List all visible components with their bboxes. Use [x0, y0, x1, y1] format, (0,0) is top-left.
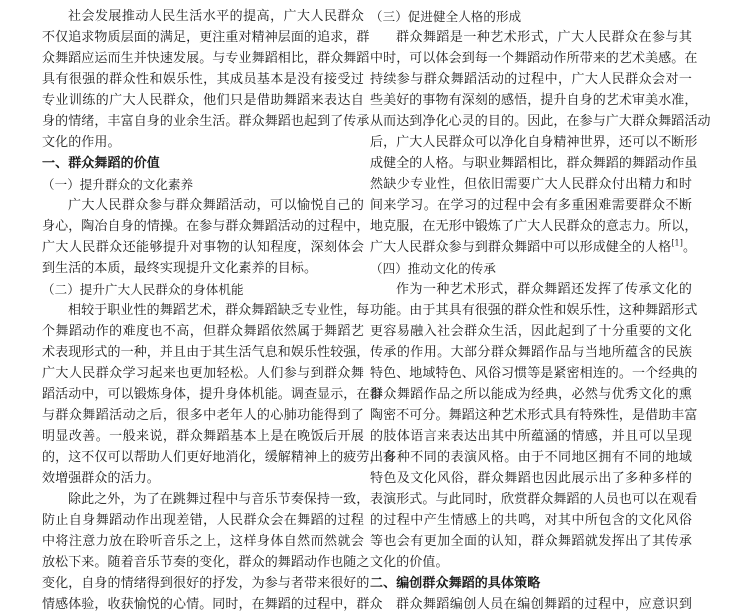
- body-line: 专业训练的广大人民群众，他们只是借助舞蹈来表达自: [42, 93, 364, 108]
- body-line: 广大人民群众还能够提升对事物的认知程度，深刻体会: [42, 240, 364, 255]
- body-line: 特色及文化风俗，群众舞蹈也因此展示出了多种多样的: [370, 471, 692, 486]
- body-line: 众舞蹈应运而生并快速发展。与专业舞蹈相比，群众舞蹈: [42, 51, 370, 66]
- body-line: 防止自身舞蹈动作出现差错，人民群众会在舞蹈的过程: [42, 513, 364, 528]
- body-line: 与群众舞蹈活动之后，很多中老年人的心肺功能得到了: [42, 408, 364, 423]
- body-line: 更容易融入社会群众生活，因此起到了十分重要的文化: [370, 324, 692, 339]
- body-line: 陶密不可分。舞蹈这种艺术形式具有特殊性，是借助丰富: [370, 408, 698, 423]
- body-line: 传承的作用。大部分群众舞蹈作品与当地所蕴含的民族: [370, 345, 692, 360]
- body-line: 地克服，在无形中锻炼了广大人民群众的意志力。所以，: [370, 219, 698, 234]
- body-line: 功能。由于其具有很强的群众性和娱乐性，这种舞蹈形式: [370, 303, 698, 318]
- body-line: 蹈活动中，可以锻炼身体，提升身体机能。调查显示，在参: [42, 387, 383, 402]
- body-line: 等也会有更加全面的认知，群众舞蹈就发挥出了其传承: [370, 534, 692, 549]
- body-line: 广大人民群众参与群众舞蹈活动，可以愉悦自己的: [68, 198, 364, 213]
- body-line: 身的情绪，丰富自身的业余生活。群众舞蹈也起到了传承: [42, 114, 370, 129]
- body-line: 的肢体语言来表达出其中所蕴涵的情感，并且可以呈现: [370, 429, 692, 444]
- body-line: 作为一种艺术形式，群众舞蹈还发挥了传承文化的: [396, 282, 692, 297]
- body-line: 身心，陶冶自身的情操。在参与群众舞蹈活动的过程中，: [42, 219, 370, 234]
- citation-marker[interactable]: [1]: [671, 238, 683, 248]
- body-line: 群众舞蹈编创人员在编创舞蹈的过程中，应意识到: [396, 597, 692, 612]
- body-line: 间来学习。在学习的过程中会有多重困难需要群众不断: [370, 198, 692, 213]
- body-line: 的，这不仅可以帮助人们更好地消化，缓解精神上的疲劳，有: [42, 450, 396, 465]
- body-line: 社会发展推动人民生活水平的提高，广大人民群众: [68, 9, 364, 24]
- body-line: 群众舞蹈是一种艺术形式，广大人民群众在参与其: [396, 30, 692, 45]
- body-line: 中时，可以体会到每一个舞蹈动作所带来的艺术美感。在: [370, 51, 698, 66]
- body-line: 情感体验，收获愉悦的心情。同时，在舞蹈的过程中，群众: [42, 597, 383, 612]
- body-text: 。: [682, 240, 697, 255]
- body-line: 广大人民群众学习起来也更加轻松。人们参与到群众舞: [42, 366, 364, 381]
- body-line: 到生活的本质，最终实现提升文化素养的目标。: [42, 261, 318, 276]
- body-line: 相较于职业性的舞蹈艺术，群众舞蹈缺乏专业性，每: [68, 303, 370, 318]
- body-line: 然缺少专业性，但依旧需要广大人民群众付出精力和时: [370, 177, 692, 192]
- body-line: 文化的价值。: [370, 555, 449, 570]
- subsection-heading: （四）推动文化的传承: [370, 261, 497, 276]
- body-line: 表演形式。与此同时，欣赏群众舞蹈的人员也可以在观看: [370, 492, 698, 507]
- body-line: 个舞蹈动作的难度也不高，但群众舞蹈依然属于舞蹈艺: [42, 324, 364, 339]
- body-line: 持续参与群众舞蹈活动的过程中，广大人民群众会对一: [370, 72, 692, 87]
- section-heading: 一、群众舞蹈的价值: [42, 156, 160, 171]
- section-heading: 二、编创群众舞蹈的具体策略: [370, 576, 541, 591]
- body-line: 除此之外，为了在跳舞过程中与音乐节奏保持一致，: [68, 492, 370, 507]
- body-line: 从而达到净化心灵的目的。因此，在参与广大群众舞蹈活动: [370, 114, 711, 129]
- body-line: 成健全的人格。与职业舞蹈相比，群众舞蹈的舞蹈动作虽: [370, 156, 698, 171]
- body-line: 术表现形式的一种，并且由于其生活气息和娱乐性较强，: [42, 345, 370, 360]
- body-text: 广大人民群众参与到群众舞蹈中可以形成健全的人格: [370, 240, 672, 255]
- body-line: 效增强群众的活力。: [42, 471, 160, 486]
- right-column: [370, 6, 711, 615]
- subsection-heading: （三）促进健全人格的形成: [370, 9, 522, 24]
- body-line: 文化的作用。: [42, 135, 121, 150]
- body-line: 出多种不同的表演风格。由于不同地区拥有不同的地域: [370, 450, 692, 465]
- body-line: 中将注意力放在聆听音乐之上，这样身体自然而然就会: [42, 534, 364, 549]
- subsection-heading: （一）提升群众的文化素养: [42, 177, 194, 192]
- body-line: 特色、地域特色、风俗习惯等是紧密相连的。一个经典的: [370, 366, 698, 381]
- body-line: 具有很强的群众性和娱乐性，其成员基本是没有接受过: [42, 72, 364, 87]
- body-line: 的过程中产生情感上的共鸣，对其中所包含的文化风俗: [370, 513, 692, 528]
- body-line: 群众舞蹈作品之所以能成为经典，必然与优秀文化的熏: [370, 387, 692, 402]
- body-line: 些美好的事物有深刻的感悟，提升自身的艺术审美水准，: [370, 93, 698, 108]
- body-line: 放松下来。随着音乐节奏的变化，群众的舞蹈动作也随之: [42, 555, 370, 570]
- subsection-heading: （二）提升广大人民群众的身体机能: [42, 282, 244, 297]
- body-line: [370, 237, 697, 258]
- body-line: 明显改善。一般来说，群众舞蹈基本上是在晚饭后开展: [42, 429, 364, 444]
- body-line: 后，广大人民群众可以净化自身精神世界，还可以不断形: [370, 135, 698, 150]
- body-line: 变化，自身的情绪得到很好的抒发，为参与者带来很好的: [42, 576, 370, 591]
- body-line: 不仅追求物质层面的满足，更注重对精神层面的追求，群: [42, 30, 370, 45]
- left-column: [42, 6, 396, 615]
